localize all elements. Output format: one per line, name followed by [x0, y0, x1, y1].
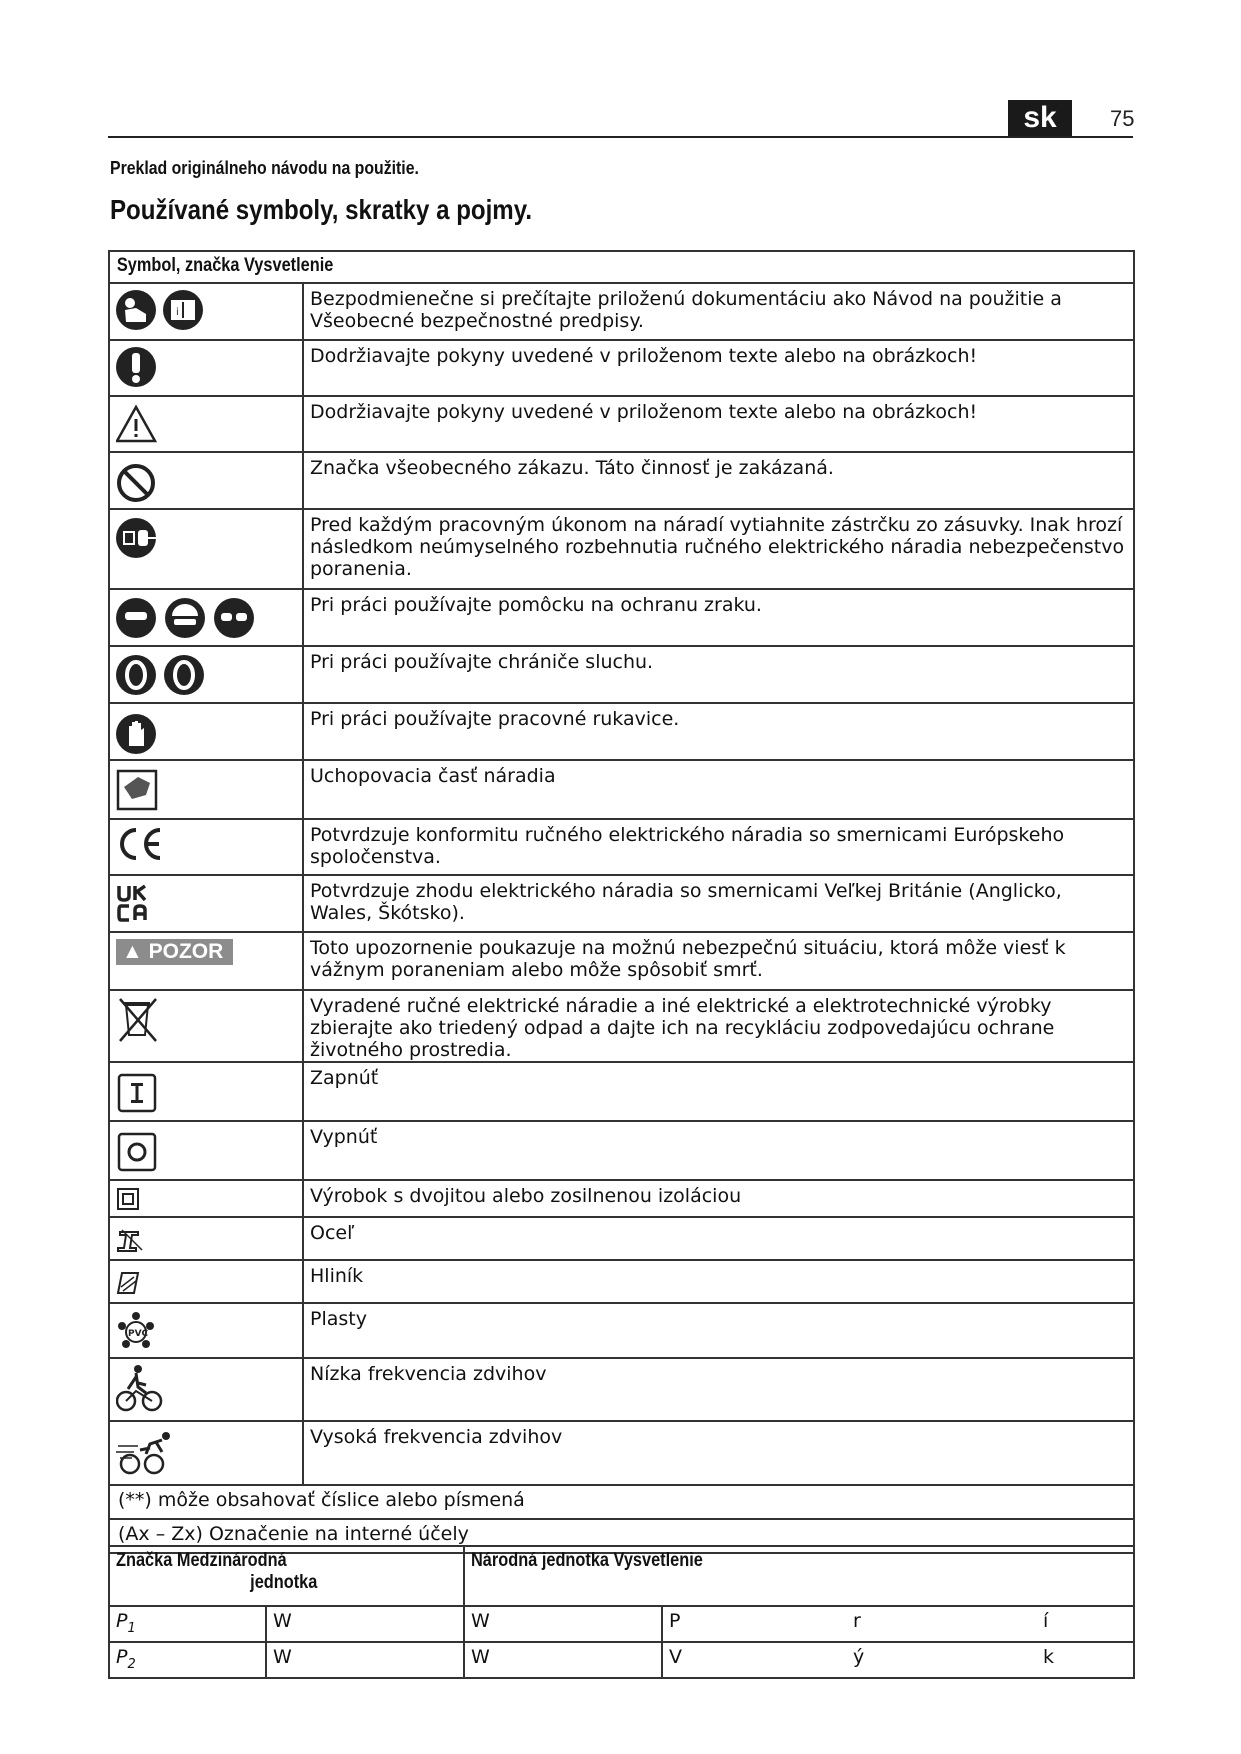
page-number: 75: [1110, 106, 1135, 131]
table-row: [109, 1606, 1134, 1642]
table-cell: W: [464, 1606, 662, 1642]
prohibition-icon: [116, 457, 160, 508]
ce-mark-icon: [116, 824, 166, 869]
table-row: [109, 509, 1134, 589]
power-on-icon: [116, 1067, 160, 1120]
gloves-icon: [116, 708, 160, 759]
steel-icon: [116, 1222, 146, 1259]
pozor-label-icon: ▲ POZOR: [116, 939, 233, 965]
table-row: [109, 646, 1134, 703]
weee-bin-icon: [116, 995, 160, 1048]
header-rule: [108, 136, 1133, 138]
table-cell: Pri práci používajte pracovné rukavice.: [303, 703, 1134, 760]
table-cell: Pred každým pracovným úkonom na náradí vytiahnite zástrčku zo zásuvky. Inak hrozí následkom neúmyselného rozbehnutia ručného elektrického náradia nebezpečenstvo poranenia.: [303, 509, 1134, 589]
read-manual-icon: [116, 288, 212, 337]
table-cell: Bezpodmienečne si prečítajte priloženú dokumentáciu ako Návod na použitie a Všeobecné bezpečnostné predpisy.: [303, 283, 1134, 340]
table-cell: Nízka frekvencia zdvihov: [303, 1358, 1134, 1421]
table-cell: ý: [853, 1642, 1043, 1678]
table-cell: í: [1043, 1606, 1134, 1642]
symbols-table-header: Symbol, značka Vysvetlenie: [109, 251, 1134, 283]
table-cell: Zapnúť: [303, 1062, 1134, 1121]
table-cell: Značka všeobecného zákazu. Táto činnosť je zakázaná.: [303, 452, 1134, 509]
exclamation-icon: [116, 345, 160, 394]
table-cell: Dodržiavajte pokyny uvedené v priloženom texte alebo na obrázkoch!: [303, 396, 1134, 452]
table-row: [109, 396, 1134, 452]
table-cell: Toto upozornenie poukazuje na možnú nebezpečnú situáciu, ktorá môže viesť k vážnym poraneniam alebo môže spôsobiť smrť.: [303, 932, 1134, 990]
table-row: [109, 589, 1134, 646]
table-cell: W: [464, 1642, 662, 1678]
table-row: [109, 990, 1134, 1062]
table-row: [109, 1217, 1134, 1260]
low-stroke-rate-icon: [116, 1363, 164, 1418]
table-cell: Vyradené ručné elektrické náradie a iné elektrické a elektrotechnické výrobky zbierajte ako triedený odpad a dajte ich na recykláciu zodpovedajúcu ochrane životného prostredia.: [303, 990, 1134, 1062]
unplug-icon: [116, 514, 160, 565]
footnote-text: (**) môže obsahovať číslice alebo písmená: [118, 1489, 525, 1511]
symbols-table: [108, 250, 1135, 1554]
table-row: [109, 703, 1134, 760]
table-row: [109, 1642, 1134, 1678]
table-row: [109, 283, 1134, 340]
table-cell: Vysoká frekvencia zdvihov: [303, 1421, 1134, 1485]
grip-area-icon: [116, 765, 160, 816]
double-insulation-icon: [116, 1185, 142, 1216]
table-cell: Vypnúť: [303, 1121, 1134, 1180]
table-cell: Potvrdzuje konformitu ručného elektrického náradia so smernicami Európskeho spoločenstva.: [303, 819, 1134, 875]
table-row: [109, 760, 1134, 819]
header-cell: Národná jednotka Vysvetlenie: [471, 1550, 703, 1571]
table-cell: W: [266, 1606, 464, 1642]
footnote-text: (Ax – Zx) Označenie na interné účely: [118, 1523, 469, 1545]
table-cell: Pri práci používajte chrániče sluchu.: [303, 646, 1134, 703]
table-row: [109, 932, 1134, 990]
table-cell: Plasty: [303, 1303, 1134, 1358]
table-cell: Oceľ: [303, 1217, 1134, 1260]
table-row: [109, 1062, 1134, 1121]
language-badge: sk: [1008, 100, 1072, 136]
table-row: [109, 1358, 1134, 1421]
high-stroke-rate-icon: [116, 1426, 176, 1481]
header-cell: jednotka: [250, 1572, 318, 1593]
svg-text:i: i: [176, 307, 179, 318]
page-title: Používané symboly, skratky a pojmy.: [110, 194, 533, 225]
table-cell: Hliník: [303, 1260, 1134, 1303]
header-cell: Značka Medzinárodná: [116, 1550, 287, 1571]
table-cell: Uchopovacia časť náradia: [303, 760, 1134, 819]
table-row: [109, 452, 1134, 509]
table-cell: W: [266, 1642, 464, 1678]
warning-triangle-icon: ▲: [122, 940, 149, 963]
table-row: [109, 875, 1134, 932]
symbol-cell: $P_1$: [109, 1606, 266, 1642]
warning-triangle-icon: [116, 401, 160, 450]
table-cell: r: [853, 1606, 1043, 1642]
table-row: [109, 1485, 1134, 1519]
plastic-pvc-icon: [116, 1308, 160, 1357]
symbol-cell: $P_2$: [109, 1642, 266, 1678]
table-cell: V: [662, 1642, 853, 1678]
table-row: [109, 819, 1134, 875]
document-subtitle: Preklad originálneho návodu na použitie.: [110, 158, 419, 178]
eye-protection-icon: [116, 594, 260, 645]
power-off-icon: [116, 1126, 160, 1179]
table-cell: k: [1043, 1642, 1134, 1678]
ear-protection-icon: [116, 651, 212, 702]
table-cell: Potvrdzuje zhodu elektrického náradia so smernicami Veľkej Británie (Anglicko, Wales, Škótsko).: [303, 875, 1134, 932]
table-cell: Výrobok s dvojitou alebo zosilnenou izoláciou: [303, 1180, 1134, 1217]
table-row: [109, 1180, 1134, 1217]
table-row: [109, 1121, 1134, 1180]
table-cell: Pri práci používajte pomôcku na ochranu zraku.: [303, 589, 1134, 646]
ukca-mark-icon: [116, 880, 156, 931]
svg-text:PVC: PVC: [128, 1329, 149, 1339]
table-row: [109, 1303, 1134, 1358]
table-row: [109, 1260, 1134, 1303]
table-cell: P: [662, 1606, 853, 1642]
units-table: [108, 1545, 1135, 1679]
table-row: [109, 340, 1134, 396]
table-cell: Dodržiavajte pokyny uvedené v priloženom texte alebo na obrázkoch!: [303, 340, 1134, 396]
table-row: [109, 1421, 1134, 1485]
aluminium-icon: [116, 1265, 146, 1302]
table-header-row: [109, 1546, 1134, 1606]
